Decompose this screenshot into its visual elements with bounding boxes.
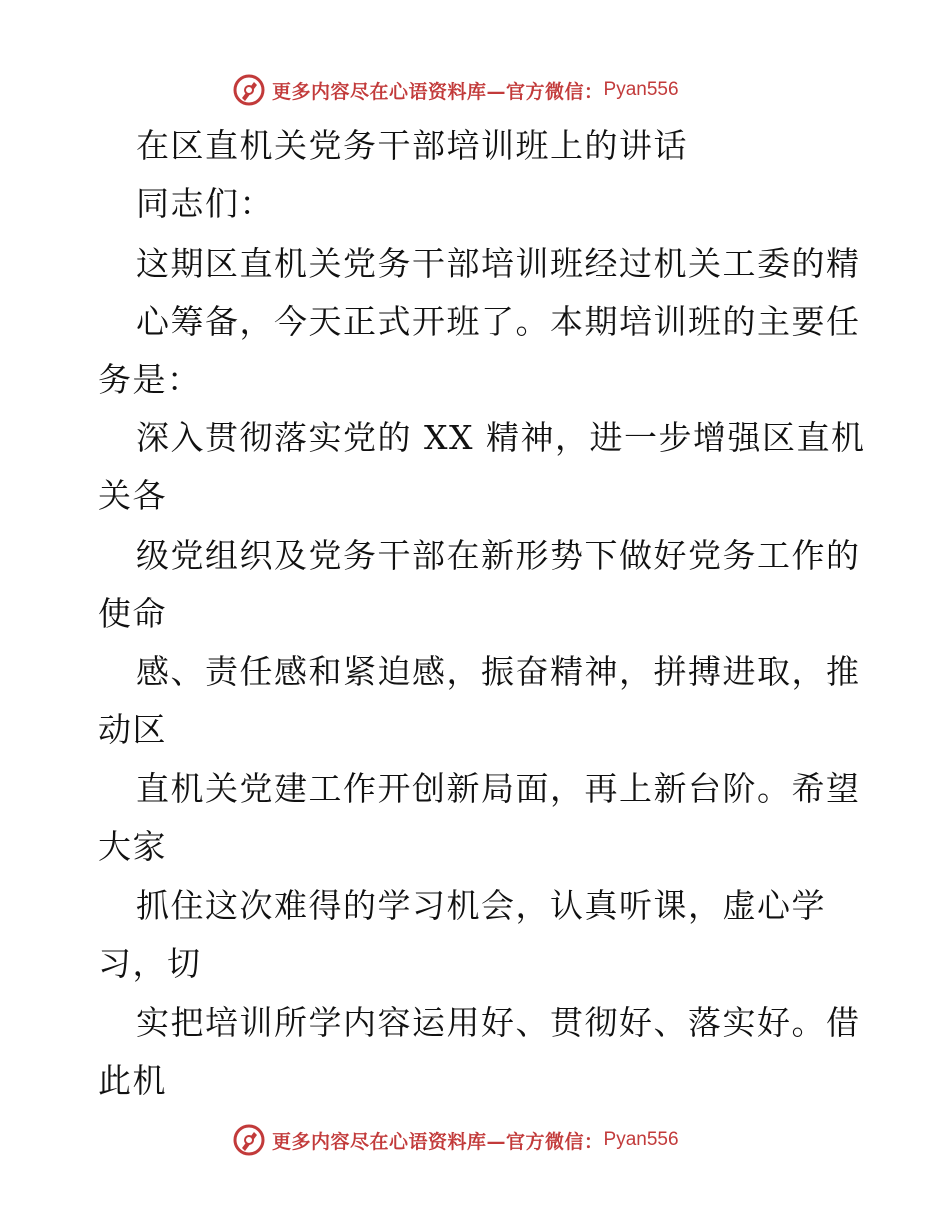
document-title: 在区直机关党务干部培训班上的讲话: [136, 126, 688, 165]
banner-wechat-id: Pyan556: [603, 79, 679, 100]
salutation: 同志们：: [136, 184, 274, 223]
paragraph-line: 务是：: [98, 360, 202, 399]
pen-logo-icon: [232, 73, 266, 107]
header-banner: [232, 70, 679, 110]
paragraph-line: 关各: [98, 476, 167, 515]
footer-banner: [232, 1120, 679, 1160]
paragraph-line: 实把培训所学内容运用好、贯彻好、落实好。借: [136, 1003, 861, 1042]
banner-wechat-id: Pyan556: [603, 1129, 679, 1150]
paragraph-line: 动区: [98, 710, 167, 749]
paragraph-line: 这期区直机关党务干部培训班经过机关工委的精: [136, 244, 861, 283]
paragraph-line: 心筹备，今天正式开班了。本期培训班的主要任: [136, 302, 861, 341]
paragraph-line: 级党组织及党务干部在新形势下做好党务工作的: [136, 536, 861, 575]
paragraph-line: 抓住这次难得的学习机会，认真听课，虚心学: [136, 886, 826, 925]
paragraph-line: 习，切: [98, 944, 202, 983]
paragraph-line: 此机: [98, 1061, 167, 1100]
paragraph-line: 深入贯彻落实党的 XX 精神，进一步增强区直机: [136, 418, 866, 457]
paragraph-line: 直机关党建工作开创新局面，再上新台阶。希望: [136, 769, 861, 808]
pen-logo-icon: [232, 1123, 266, 1157]
banner-text: 更多内容尽在心语资料库—官方微信：: [272, 80, 604, 103]
banner-text: 更多内容尽在心语资料库—官方微信：: [272, 1130, 604, 1153]
paragraph-line: 使命: [98, 594, 167, 633]
paragraph-line: 大家: [98, 827, 167, 866]
paragraph-line: 感、责任感和紧迫感，振奋精神，拼搏进取，推: [136, 652, 861, 691]
